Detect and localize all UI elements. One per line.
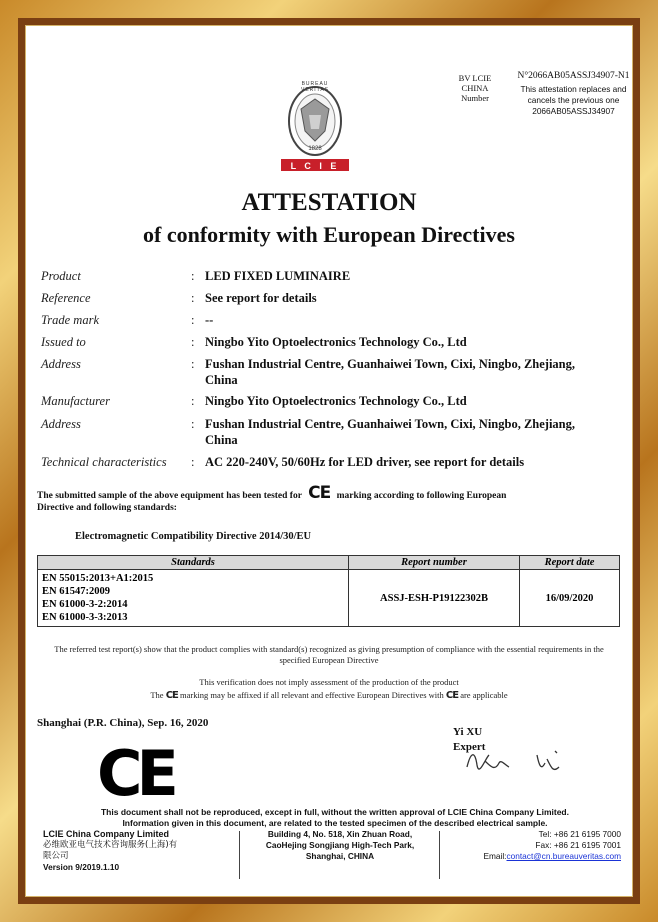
field-colon: : xyxy=(191,455,195,469)
column-header: Report number xyxy=(349,556,520,570)
report-number-cell: ASSJ-ESH-P19122302B xyxy=(349,570,520,627)
company-name: LCIE China Company Limited xyxy=(43,829,170,839)
logo-band-text: L C I E xyxy=(290,161,340,171)
phone-number: Tel: +86 21 6195 7000 xyxy=(538,829,621,839)
reference-value: See report for details xyxy=(205,291,317,305)
report-date-cell: 16/09/2020 xyxy=(520,570,620,627)
table-header-row xyxy=(38,556,620,570)
number-label-line: Number xyxy=(461,93,489,103)
technical-characteristics-value: AC 220-240V, 50/60Hz for LED driver, see report for details xyxy=(205,455,525,469)
email-line xyxy=(445,851,621,862)
address-line: Building 4, No. 518, Xin Zhuan Road, xyxy=(267,829,413,839)
page-title: ATTESTATION xyxy=(241,189,417,216)
field-colon: : xyxy=(191,291,195,305)
address-line: Shanghai, CHINA xyxy=(305,851,375,861)
address-value: Fushan Industrial Centre, Guanhaiwei Town, Cixi, Ningbo, Zhejiang, China xyxy=(205,357,576,387)
logo-year: 1828 xyxy=(308,146,322,152)
standard-item: EN 61547:2009 xyxy=(42,586,110,597)
footer-address xyxy=(245,829,435,862)
standard-item: EN 61000-3-3:2013 xyxy=(42,612,128,623)
footer-company xyxy=(43,829,233,873)
statement-text: marking according to following European xyxy=(336,491,507,501)
product-label: Product xyxy=(41,269,81,283)
number-label xyxy=(445,73,505,103)
submitted-sample-statement xyxy=(37,483,617,514)
product-value: LED FIXED LUMINAIRE xyxy=(205,269,351,283)
manufacturer-label: Manufacturer xyxy=(41,394,110,408)
replacement-note: This attestation replaces and cancels the previous one 2066AB05ASSJ34907 xyxy=(520,84,627,116)
field-colon: : xyxy=(191,417,195,431)
statement-text: The submitted sample of the above equipment has been tested for xyxy=(37,491,302,501)
manufacturer-address-label: Address xyxy=(41,417,81,431)
standard-item: EN 61000-3-2:2014 xyxy=(42,599,128,610)
ce-mark-icon: CE xyxy=(445,690,459,701)
ce-mark-icon: CE xyxy=(165,690,178,701)
number-label-line: BV LCIE xyxy=(458,73,492,83)
bureau-veritas-logo xyxy=(273,75,357,187)
footer-disclaimer xyxy=(65,807,605,829)
field-colon: : xyxy=(191,394,195,408)
address-label: Address xyxy=(41,357,81,371)
table-row xyxy=(38,570,620,627)
attestation-number: N°2066AB05ASSJ34907-N1 xyxy=(517,71,630,81)
disclaimer-line: This document shall not be reproduced, except in full, without the written approval of LCIE China Company Limited. xyxy=(100,807,569,817)
field-colon: : xyxy=(191,357,195,371)
field-colon: : xyxy=(191,269,195,283)
signatory-title: Expert xyxy=(453,741,486,753)
place-and-date: Shanghai (P.R. China), Sep. 16, 2020 xyxy=(37,717,209,729)
column-header: Report date xyxy=(520,556,620,570)
footer-divider xyxy=(439,831,440,879)
issued-to-label: Issued to xyxy=(41,335,86,349)
field-colon: : xyxy=(191,313,195,327)
ce-mark-logo: CE xyxy=(97,737,173,810)
note-text: are applicable xyxy=(460,690,508,700)
signatory-name: Yi XU xyxy=(453,726,483,738)
address-line: CaoHejing Songjiang High-Tech Park, xyxy=(265,840,415,850)
email-link[interactable]: contact@cn.bureauveritas.com xyxy=(506,851,621,861)
version-text: Version 9/2019.1.10 xyxy=(43,862,120,872)
fax-number: Fax: +86 21 6195 7001 xyxy=(535,840,621,850)
email-label: Email: xyxy=(483,851,507,861)
reference-label: Reference xyxy=(41,291,91,305)
field-colon: : xyxy=(191,335,195,349)
number-value xyxy=(511,71,636,117)
footer-contact xyxy=(445,829,621,862)
technical-characteristics-label: Technical characteristics xyxy=(41,455,167,469)
footer-divider xyxy=(239,831,240,879)
trade-mark-label: Trade mark xyxy=(41,313,99,327)
handwritten-signature xyxy=(461,737,581,781)
trade-mark-value: -- xyxy=(205,313,214,327)
note-text: The xyxy=(150,690,164,700)
verification-note: This verification does not imply assessment of the production of the product xyxy=(199,677,459,687)
company-name-cn: 限公司 xyxy=(43,851,69,861)
page-subtitle: of conformity with European Directives xyxy=(143,222,515,247)
directive-name: Electromagnetic Compatibility Directive 2014/30/EU xyxy=(75,531,312,542)
standards-cell xyxy=(38,570,349,627)
referred-note: The referred test report(s) show that the product complies with standard(s) recognized as giving presumption of compliance with the essential requirements in the specified European Directive xyxy=(54,644,604,665)
certificate-page xyxy=(25,25,633,897)
column-header: Standards xyxy=(38,556,349,570)
disclaimer-line: Information given in this document, are related to the tested specimen of the described electrical sample. xyxy=(122,818,548,828)
standard-item: EN 55015:2013+A1:2015 xyxy=(42,573,154,584)
issued-to-value: Ningbo Yito Optoelectronics Technology Co., Ltd xyxy=(205,335,467,349)
ce-mark-icon: CE xyxy=(308,483,331,503)
note-text: marking may be affixed if all relevant and effective European Directives with xyxy=(179,690,444,700)
manufacturer-address-value: Fushan Industrial Centre, Guanhaiwei Town, Cixi, Ningbo, Zhejiang, China xyxy=(205,417,576,447)
company-name-cn: 必维欧亚电气技术咨询服务(上海)有 xyxy=(43,840,178,850)
statement-text: Directive and following standards: xyxy=(37,503,177,513)
logo-text: BUREAU VERITAS xyxy=(300,81,330,93)
number-label-line: CHINA xyxy=(461,83,489,93)
manufacturer-value: Ningbo Yito Optoelectronics Technology Co., Ltd xyxy=(205,394,467,408)
standards-table xyxy=(37,555,620,627)
marking-note xyxy=(25,690,633,701)
